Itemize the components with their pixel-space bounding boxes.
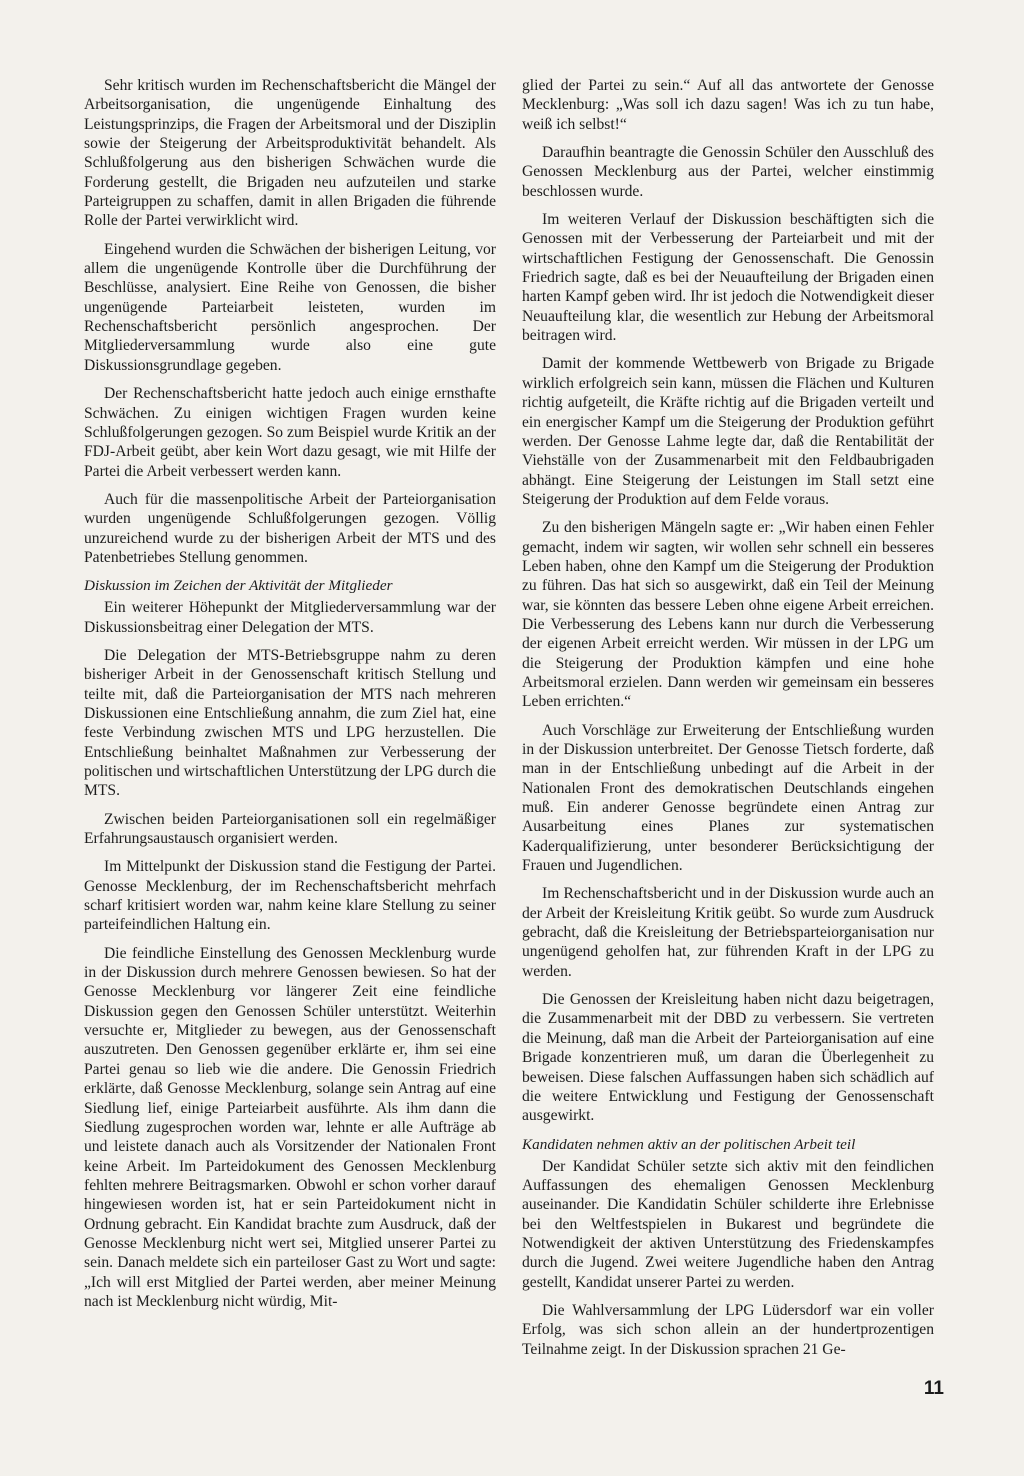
paragraph: Im Rechenschaftsbericht und in der Diskussion wurde auch an der Arbeit der Kreisleitung Kritik geübt. So wurde zum Ausdruck gebracht, daß die Kreisleitung der Betriebsparteiorganisation nur ungenügend geholfen hat, zur führenden Kraft in der LPG zu werden. <box>522 885 934 980</box>
paragraph: Die Delegation der MTS-Betriebsgruppe nahm zu deren bisheriger Arbeit in der Genossenschaft kritisch Stellung und teilte mit, daß die Parteiorganisation der MTS nach mehreren Diskussionen eine Entschließung annahm, die zum Ziel hat, eine feste Verbindung zwischen MTS und LPG herzustellen. Die Entschließung beinhaltet Maßnahmen zur Verbesserung der politischen und wirtschaftlichen Unterstützung der LPG durch die MTS. <box>84 646 496 800</box>
paragraph: Auch Vorschläge zur Erweiterung der Entschließung wurden in der Diskussion unterbreitet. Der Genosse Tietsch forderte, daß man in der Entschließung unbedingt auf die Arbeit in der Nationalen Front des demokratischen Deutschlands eingehen muß. Ein anderer Genosse begründete einen Antrag zur Ausarbeitung eines Planes zur systematischen Kaderqualifizierung, unter besonderer Berücksichtigung der Frauen und Jugendlichen. <box>522 721 934 875</box>
section-heading: Diskussion im Zeichen der Aktivität der Mitglieder <box>84 577 393 595</box>
paragraph: Sehr kritisch wurden im Rechenschaftsbericht die Mängel der Arbeitsorganisation, die ungenügende Einhaltung des Leistungsprinzips, die Fragen der Arbeitsmoral und der Disziplin sowie der Steigerung der Arbeitsproduktivität behandelt. Als Schlußfolgerung aus den bisherigen Schwächen wurde die Forderung gestellt, die Brigaden neu aufzuteilen und starke Parteigruppen zu schaffen, damit in allen Brigaden die führende Rolle der Partei verwirklicht wird. <box>84 77 496 230</box>
paragraph: Eingehend wurden die Schwächen der bisherigen Leitung, vor allem die ungenügende Kontrolle über die Durchführung der Beschlüsse, analysiert. Eine Reihe von Genossen, die bisher ungenügende Parteiarbeit leisteten, wurden im Rechenschaftsbericht persönlich angesprochen. Der Mitgliederversammlung wurde also eine gute Diskussionsgrundlage gegeben. <box>84 240 496 374</box>
paragraph-continued: glied der Partei zu sein.“ Auf all das antwortete der Genosse Mecklenburg: „Was soll ich dazu sagen! Was ich zu tun habe, weiß ich selbst!“ <box>522 77 934 133</box>
paragraph: Im weiteren Verlauf der Diskussion beschäftigten sich die Genossen mit der Verbesserung der Parteiarbeit und mit der wirtschaftlichen Festigung der Genossenschaft. Die Genossin Friedrich sagte, daß es bei der Neuaufteilung der Brigaden einen harten Kampf geben wird. Ihr ist jedoch die Notwendigkeit dieser Neuaufteilung klar, die wesentlich zur Hebung der Arbeitsmoral beitragen wird. <box>522 211 934 345</box>
paragraph: Daraufhin beantragte die Genossin Schüler den Ausschluß des Genossen Mecklenburg aus der Partei, welcher einstimmig beschlossen wurde. <box>522 144 934 200</box>
paragraph: Der Rechenschaftsbericht hatte jedoch auch einige ernsthafte Schwächen. Zu einigen wichtigen Fragen wurden keine Schlußfolgerungen gezogen. So zum Beispiel wurde Kritik an der FDJ-Arbeit geübt, aber kein Wort dazu gesagt, wie mit Hilfe der Partei die Arbeit verbessert werden kann. <box>84 385 496 480</box>
paragraph: Der Kandidat Schüler setzte sich aktiv mit den feindlichen Auffassungen des ehemaligen Genossen Mecklenburg auseinander. Die Kandidatin Schüler schilderte ihre Erlebnisse bei den Weltfestspielen in Bukarest und begründete die Notwendigkeit der aktiven Unterstützung des Friedenskampfes durch die Jugend. Zwei weitere Jugendliche haben den Antrag gestellt, Kandidat unserer Partei zu werden. <box>522 1157 934 1291</box>
paragraph: Auch für die massenpolitische Arbeit der Parteiorganisation wurden ungenügende Schlußfolgerungen gezogen. Völlig unzureichend wurde zu der bisherigen Arbeit der MTS und des Patenbetriebes Stellung genommen. <box>84 490 496 566</box>
paragraph: Zwischen beiden Parteiorganisationen soll ein regelmäßiger Erfahrungsaustausch organisiert werden. <box>84 810 496 848</box>
paragraph: Die feindliche Einstellung des Genossen Mecklenburg wurde in der Diskussion durch mehrere Genossen bewiesen. So hat der Genosse Mecklenburg vor längerer Zeit eine feindliche Diskussion gegen den Genossen Schüler unterstützt. Weiterhin versuchte er, Mitglieder zu bewegen, aus der Genossenschaft auszutreten. Den Genossen gegenüber erklärte er, ihm sei eine Partei genau so lieb wie die andere. Die Genossin Friedrich erklärte, daß Genosse Mecklenburg, solange sein Antrag auf eine Siedlung lief, einige Parteiarbeit ausführte. Als ihm dann die Siedlung zugesprochen worden war, lehnte er alle Aufträge ab und leistete danach auch als Vorsitzender der Nationalen Front keine Arbeit. Im Parteidokument des Genossen Mecklenburg fehlten mehrere Beitragsmarken. Obwohl er schon vorher darauf hingewiesen worden ist, hat er sein Parteidokument nicht in Ordnung gebracht. Ein Kandidat brachte zum Ausdruck, daß der Genosse Mecklenburg nicht wert sei, Mitglied unserer Partei zu sein. Danach meldete sich ein parteiloser Gast zu Wort und sagte: „Ich will erst Mitglied der Partei werden, aber meiner Meinung nach ist Mecklenburg nicht würdig, Mit- <box>84 944 496 1310</box>
page-number: 11 <box>923 1378 944 1399</box>
paragraph: Ein weiterer Höhepunkt der Mitgliederversammlung war der Diskussionsbeitrag einer Delegation der MTS. <box>84 599 496 636</box>
paragraph: Die Genossen der Kreisleitung haben nicht dazu beigetragen, die Zusammenarbeit mit der DBD zu verbessern. Sie vertreten die Meinung, daß man die Arbeit der Parteiorganisation auf eine Brigade konzentrieren muß, um daran die Überlegenheit zu beweisen. Diese falschen Auffassungen haben sich schädlich auf die weitere Entwicklung und Festigung der Genossenschaft ausgewirkt. <box>522 991 934 1125</box>
right-column <box>522 76 934 1368</box>
paragraph: Zu den bisherigen Mängeln sagte er: „Wir haben einen Fehler gemacht, indem wir sagten, wir wollen sehr schnell ein besseres Leben haben, ohne den Kampf um die Steigerung der Produktion zu führen. Das hat sich so ausgewirkt, daß ein Teil der Meinung war, sie könnten das bessere Leben ohne eigene Arbeit erreichen. Die Verbesserung des Lebens kann nur durch die Verbesserung der eigenen Arbeit erreicht werden. Wir müssen in der LPG um die Steigerung der Produktion kämpfen und eine hohe Arbeitsmoral erzielen. Dann werden wir gemeinsam ein besseres Leben errichten.“ <box>522 519 934 711</box>
left-column <box>84 76 496 1320</box>
section-heading: Kandidaten nehmen aktiv an der politischen Arbeit teil <box>522 1135 856 1153</box>
paragraph: Im Mittelpunkt der Diskussion stand die Festigung der Partei. Genosse Mecklenburg, der im Rechenschaftsbericht mehrfach scharf kritisiert worden war, nahm keine klare Stellung zu seiner parteifeindlichen Haltung ein. <box>84 858 496 934</box>
paragraph: Damit der kommende Wettbewerb von Brigade zu Brigade wirklich erfolgreich sein kann, müssen die Flächen und Kulturen richtig aufgeteilt, die Kräfte richtig auf die Brigaden verteilt und ein energischer Kampf um die Steigerung der Produktion geführt werden. Der Genosse Lahme legte dar, daß die Rentabilität der Viehställe von der Zusammenarbeit mit den Feldbaubrigaden abhängt. Eine Steigerung der Leistungen im Stall setzt eine Steigerung der Produktion auf dem Felde voraus. <box>522 355 934 508</box>
paragraph: Die Wahlversammlung der LPG Lüdersdorf war ein voller Erfolg, was sich schon allein an der hundertprozentigen Teilnahme zeigt. In der Diskussion sprachen 21 Ge- <box>522 1301 934 1358</box>
